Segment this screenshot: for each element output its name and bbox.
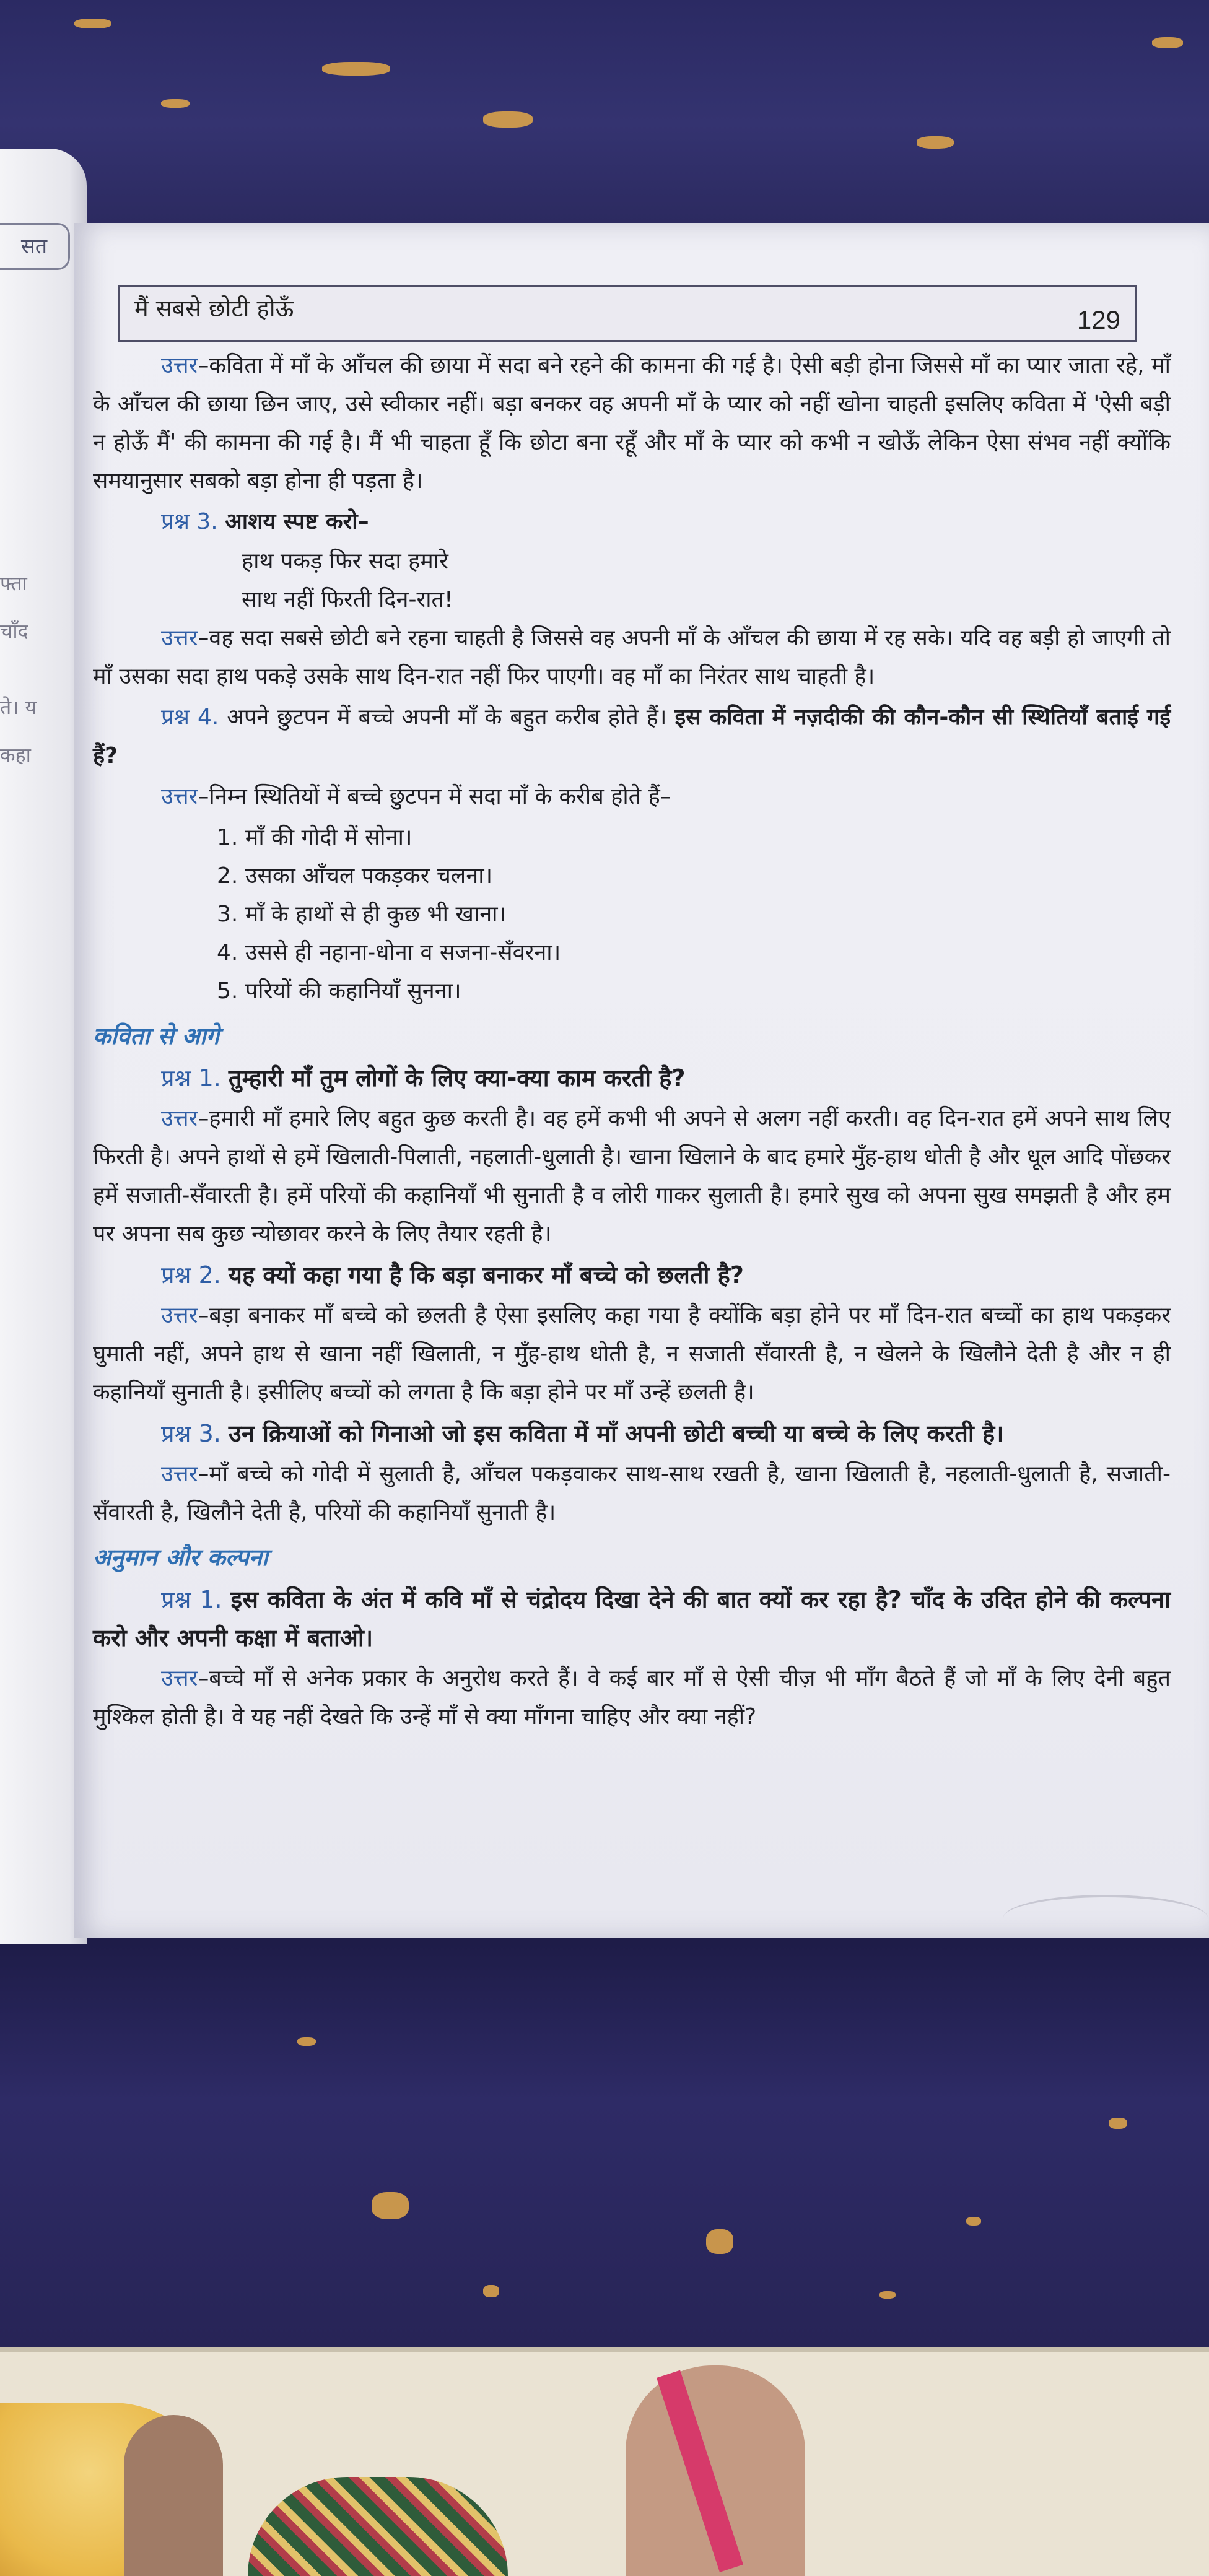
chapter-title: मैं सबसे छोटी होऊँ [134, 295, 294, 322]
table-speck [74, 19, 111, 28]
book-page [74, 223, 1209, 1938]
numbered-list [93, 819, 1171, 1011]
question-1-imagination [93, 1580, 1171, 1657]
previous-page-edge [0, 149, 87, 1944]
page-content [93, 347, 1171, 1739]
answer-text: –निम्न स्थितियों में बच्चे छुटपन में सदा माँ के करीब होते हैं– [198, 784, 671, 809]
table-speck [372, 2192, 409, 2219]
previous-page-tab [0, 223, 70, 270]
answer-paragraph [93, 347, 1171, 500]
answer-label: उत्तर [161, 1303, 198, 1328]
answer-label: उत्तर [161, 353, 198, 378]
question-label: प्रश्न 4. [161, 705, 219, 730]
answer-label: उत्तर [161, 1666, 198, 1691]
page-curl [1003, 1895, 1208, 1941]
question-label: प्रश्न 3. [161, 1420, 221, 1447]
list-item: 3. माँ के हाथों से ही कुछ भी खाना। [217, 902, 507, 927]
answer-paragraph [93, 1297, 1171, 1412]
answer-text: –कविता में माँ के आँचल की छाया में सदा बने रहने की कामना की गई है। ऐसी बड़ी होना जिससे माँ का प्यार जाता रहे, माँ के आँचल की छाया छिन जाए, उसे स्वीकार नहीं। बड़ा बनकर वह अपनी माँ के प्यार को नहीं खोना चाहती इसलिए कविता में 'ऐसी बड़ी न होऊँ मैं' की कामना की गई है। मैं भी चाहता हूँ कि छोटा बना रहूँ और माँ के प्यार को कभी न खोऊँ लेकिन ऐसा संभव नहीं क्योंकि समयानुसार सबको बड़ा होना ही पड़ता है। [93, 353, 1171, 494]
poem-line: हाथ पकड़ फिर सदा हमारे [242, 549, 448, 574]
answer-paragraph [93, 1660, 1171, 1736]
answer-paragraph [93, 1455, 1171, 1532]
question-text: यह क्यों कहा गया है कि बड़ा बनाकर माँ बच्चे को छलती है? [228, 1261, 744, 1289]
list-item: 2. उसका आँचल पकड़कर चलना। [217, 863, 493, 889]
previous-page-fragment: ते। य [0, 695, 37, 719]
table-speck [966, 2217, 981, 2226]
answer-label: उत्तर [161, 1461, 198, 1487]
previous-page-fragments [0, 570, 81, 789]
answer-text: –हमारी माँ हमारे लिए बहुत कुछ करती है। वह हमें कभी भी अपने से अलग नहीं करती। वह दिन-रात हमें अपने साथ लिए फिरती है। अपने हाथों से हमें खिलाती-पिलाती, नहलाती-धुलाती है। खाना खिलाने के बाद हमारे मुँह-हाथ धोती है और धूल आदि पोंछकर हमें सजाती-सँवारती है। हमें परियों की कहानियाँ भी सुनाती है व लोरी गाकर सुलाती है। हमारे सुख को अपना सुख समझती है और हम पर अपना सब कुछ न्योछावर करने के लिए तैयार रहती है। [93, 1106, 1171, 1247]
floor-edge [0, 2347, 1209, 2352]
answer-label: उत्तर [161, 1106, 198, 1131]
answer-text: –वह सदा सबसे छोटी बने रहना चाहती है जिससे वह अपनी माँ के आँचल की छाया में रह सके। यदि वह बड़ी हो जाएगी तो माँ उसका सदा हाथ पकड़े उसके साथ दिन-रात नहीं फिर पाएगी। वह माँ का निरंतर साथ चाहती है। [93, 625, 1171, 689]
answer-paragraph [93, 1100, 1171, 1253]
previous-page-fragment: कहा [0, 743, 31, 767]
left-foot [124, 2415, 223, 2576]
poem-excerpt [93, 542, 1171, 619]
table-speck [322, 62, 390, 76]
page-number: 129 [1076, 305, 1120, 334]
answer-text: –बच्चे माँ से अनेक प्रकार के अनुरोध करते हैं। वे कई बार माँ से ऐसी चीज़ भी माँग बैठते हैं जो माँ के लिए देनी बहुत मुश्किल होती है। वे यह नहीं देखते कि उन्हें माँ से क्या माँगना चाहिए और क्या नहीं? [93, 1666, 1171, 1730]
question-text-bold: इस कविता में नज़दीकी की कौन-कौन सी स्थितियाँ बताई गई हैं? [93, 705, 1171, 768]
section-heading: अनुमान और कल्पना [93, 1544, 268, 1571]
question-4 [93, 698, 1171, 775]
question-text: आशय स्पष्ट करो– [225, 509, 369, 534]
table-surface-bottom [0, 1932, 1209, 2353]
list-item: 5. परियों की कहानियाँ सुनना। [217, 978, 461, 1004]
table-speck [879, 2291, 896, 2299]
answer-paragraph [93, 778, 1171, 816]
list-item: 1. माँ की गोदी में सोना। [217, 825, 412, 850]
answer-text: –माँ बच्चे को गोदी में सुलाती है, आँचल पकड़वाकर साथ-साथ रखती है, खाना खिलाती है, नहलाती-धुलाती है, सजाती-सँवारती है, खिलौने देती है, परियों की कहानियाँ सुनाती है। [93, 1461, 1171, 1525]
question-text: अपने छुटपन में बच्चे अपनी माँ के बहुत करीब होते हैं। [227, 705, 667, 730]
question-label: प्रश्न 2. [161, 1261, 221, 1289]
question-text: इस कविता के अंत में कवि माँ से चंद्रोदय दिखा देने की बात क्यों कर रहा है? चाँद के उदित होने की कल्पना करो और अपनी कक्षा में बताओ। [93, 1586, 1171, 1651]
table-speck [161, 99, 190, 108]
previous-page-fragment: चाँद [0, 619, 28, 643]
answer-label: उत्तर [161, 625, 198, 651]
question-1 [93, 1059, 1171, 1097]
list-item: 4. उससे ही नहाना-धोना व सजना-सँवरना। [217, 940, 561, 965]
poem-line: साथ नहीं फिरती दिन-रात! [242, 587, 453, 612]
question-3 [93, 503, 1171, 541]
table-speck [483, 2285, 499, 2297]
question-text: उन क्रियाओं को गिनाओ जो इस कविता में माँ अपनी छोटी बच्ची या बच्चे के लिए करती है। [228, 1420, 1004, 1447]
table-speck [297, 2037, 316, 2046]
table-speck [706, 2229, 733, 2254]
question-3-section [93, 1414, 1171, 1453]
answer-label: उत्तर [161, 784, 198, 809]
table-speck [483, 111, 533, 128]
question-label: प्रश्न 1. [161, 1064, 221, 1092]
table-surface-top [0, 0, 1209, 248]
answer-paragraph [93, 619, 1171, 696]
running-header [118, 285, 1137, 342]
table-speck [1152, 37, 1183, 48]
answer-text: –बड़ा बनाकर माँ बच्चे को छलती है ऐसा इसलिए कहा गया है क्योंकि बड़ा होने पर माँ दिन-रात बच्चों का हाथ पकड़कर घुमाती नहीं, अपने हाथ से खाना नहीं खिलाती, न मुँह-हाथ धोती है, न सजाती सँवारती है, न खेलने के खिलौने देती है और न ही कहानियाँ सुनाती है। इसीलिए बच्चों को लगता है कि बड़ा होने पर माँ उन्हें छलती है। [93, 1303, 1171, 1405]
section-heading: कविता से आगे [93, 1022, 220, 1050]
question-2 [93, 1256, 1171, 1294]
question-label: प्रश्न 1. [161, 1586, 222, 1613]
question-text: तुम्हारी माँ तुम लोगों के लिए क्या-क्या काम करती है? [228, 1064, 686, 1092]
table-speck [917, 136, 954, 149]
previous-page-tab-label: सत [20, 234, 48, 259]
previous-page-fragment: फ्ता [0, 572, 27, 595]
table-speck [1109, 2118, 1127, 2129]
question-label: प्रश्न 3. [161, 509, 218, 534]
